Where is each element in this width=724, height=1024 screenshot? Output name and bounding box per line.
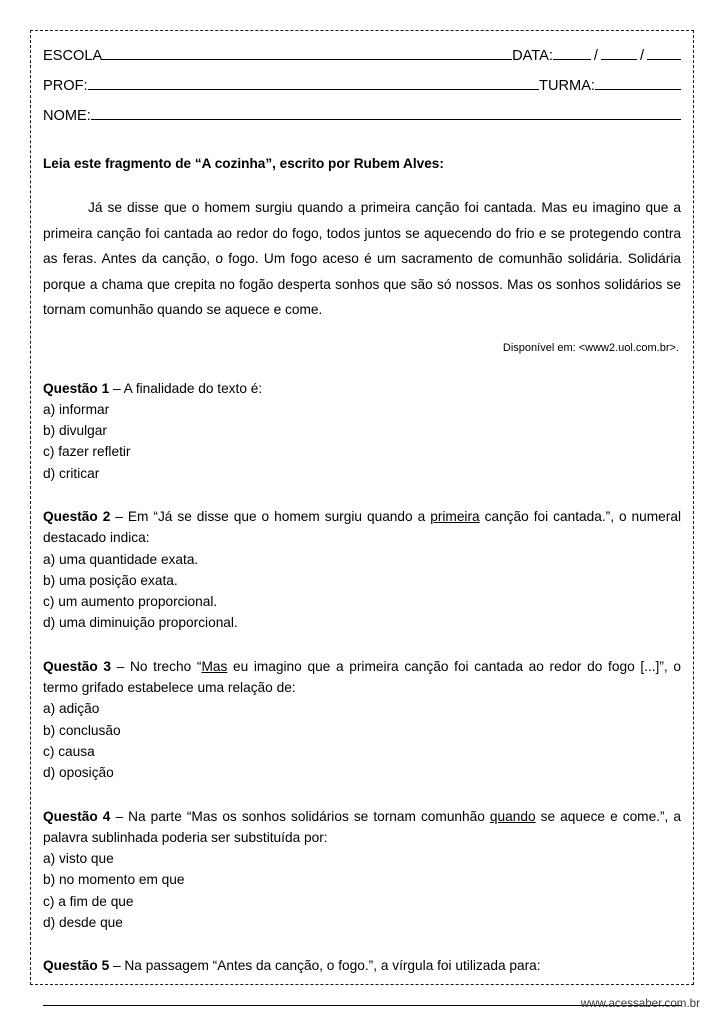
escola-input-line[interactable]	[102, 46, 512, 60]
prof-input-line[interactable]	[88, 76, 539, 90]
question-underlined-term: Mas	[201, 658, 228, 674]
question-dash: –	[110, 808, 129, 824]
question-stem	[43, 506, 681, 549]
alternative-c[interactable]: c) causa	[43, 743, 95, 759]
alternative-d[interactable]: d) desde que	[43, 915, 123, 931]
question-dash: –	[110, 508, 128, 524]
alternative-a[interactable]: a) adição	[43, 701, 100, 717]
alternative-a[interactable]: a) informar	[43, 401, 110, 417]
question-number: Questão 3	[43, 658, 112, 674]
question-stem	[43, 955, 681, 976]
question-dash: –	[109, 380, 124, 396]
question-underlined-term: primeira	[430, 508, 480, 524]
reading-instruction: Leia este fragmento de “A cozinha”, escrito por Rubem Alves:	[43, 156, 444, 171]
question-stem-before: No trecho “	[130, 658, 202, 674]
question-dash: –	[109, 958, 125, 974]
alternative-b[interactable]: b) no momento em que	[43, 872, 185, 888]
question-underlined-term: quando	[489, 808, 536, 824]
date-day-input-line[interactable]	[553, 46, 591, 60]
alternative-d[interactable]: d) uma diminuição proporcional.	[43, 615, 238, 631]
question-dash: –	[111, 658, 130, 674]
passage-source: Disponível em: <www2.uol.com.br>.	[502, 341, 679, 354]
alternative-d[interactable]: d) oposição	[43, 765, 114, 781]
alternative-b[interactable]: b) divulgar	[43, 423, 107, 439]
nome-label: NOME:	[43, 108, 91, 124]
question-block	[43, 378, 681, 484]
question-stem-after: se aquece e come.”, a palavra sublinhada poderia ser substituída por:	[43, 808, 682, 845]
prof-label: PROF:	[43, 78, 88, 94]
reading-passage: Já se disse que o homem surgiu quando a primeira canção foi cantada. Mas eu imagino que a primeira canção foi cantada ao redor do fogo, todos juntos se aquecendo do frio e se protegendo contra as feras. Antes da canção, o fogo. Um fogo aceso é um sacramento de comunhão solidária. Solidária porque a chama que crepita no fogão desperta sonhos que são só nossos. Mas os sonhos solidários se tornam comunhão quando se aquece e come.	[43, 200, 681, 317]
alternative-a[interactable]: a) uma quantidade exata.	[43, 551, 199, 567]
alternative-c[interactable]: c) um aumento proporcional.	[43, 594, 218, 610]
alternative-a[interactable]: a) visto que	[43, 851, 114, 867]
date-year-input-line[interactable]	[647, 46, 681, 60]
worksheet-content	[43, 41, 681, 1006]
alternative-c[interactable]: c) fazer refletir	[43, 444, 131, 460]
date-separator-1: /	[593, 48, 598, 64]
question-stem	[43, 378, 681, 399]
alternative-d[interactable]: d) criticar	[43, 465, 100, 481]
question-stem-before: Em “Já se disse que o homem surgiu quando a	[127, 508, 431, 524]
alternative-b[interactable]: b) conclusão	[43, 722, 121, 738]
question-stem	[43, 806, 681, 849]
alternative-b[interactable]: b) uma posição exata.	[43, 572, 178, 588]
question-stem-before: Na passagem “Antes da canção, o fogo.”, a vírgula foi utilizada para:	[124, 958, 541, 974]
turma-input-line[interactable]	[595, 76, 681, 90]
question-stem-after: eu imagino que a primeira canção foi cantada ao redor do fogo [...]”, o termo grifado estabelece uma relação de:	[43, 658, 681, 696]
escola-label: ESCOLA	[43, 48, 103, 64]
question-number: Questão 5	[43, 958, 110, 974]
question-number: Questão 1	[43, 380, 110, 396]
alternative-c[interactable]: c) a fim de que	[43, 893, 134, 909]
nome-input-line[interactable]	[91, 106, 681, 120]
field-row-nome	[43, 101, 681, 131]
site-footer: www.acessaber.com.br	[580, 997, 700, 1010]
question-block	[43, 806, 681, 934]
question-stem-before: Na parte “Mas os sonhos solidários se tornam comunhão	[128, 808, 490, 824]
question-number: Questão 2	[43, 508, 111, 524]
field-row-escola-data	[43, 41, 681, 71]
field-row-prof-turma	[43, 71, 681, 101]
question-stem	[43, 656, 681, 699]
date-month-input-line[interactable]	[601, 46, 637, 60]
question-block	[43, 506, 681, 634]
question-stem-after: canção foi cantada.”, o numeral destacado indica:	[43, 508, 682, 546]
data-label: DATA:	[512, 48, 553, 64]
question-stem-before: A finalidade do texto é:	[123, 380, 263, 396]
question-block	[43, 656, 681, 784]
date-separator-2: /	[639, 48, 644, 64]
turma-label: TURMA:	[539, 78, 595, 94]
question-number: Questão 4	[43, 808, 111, 824]
